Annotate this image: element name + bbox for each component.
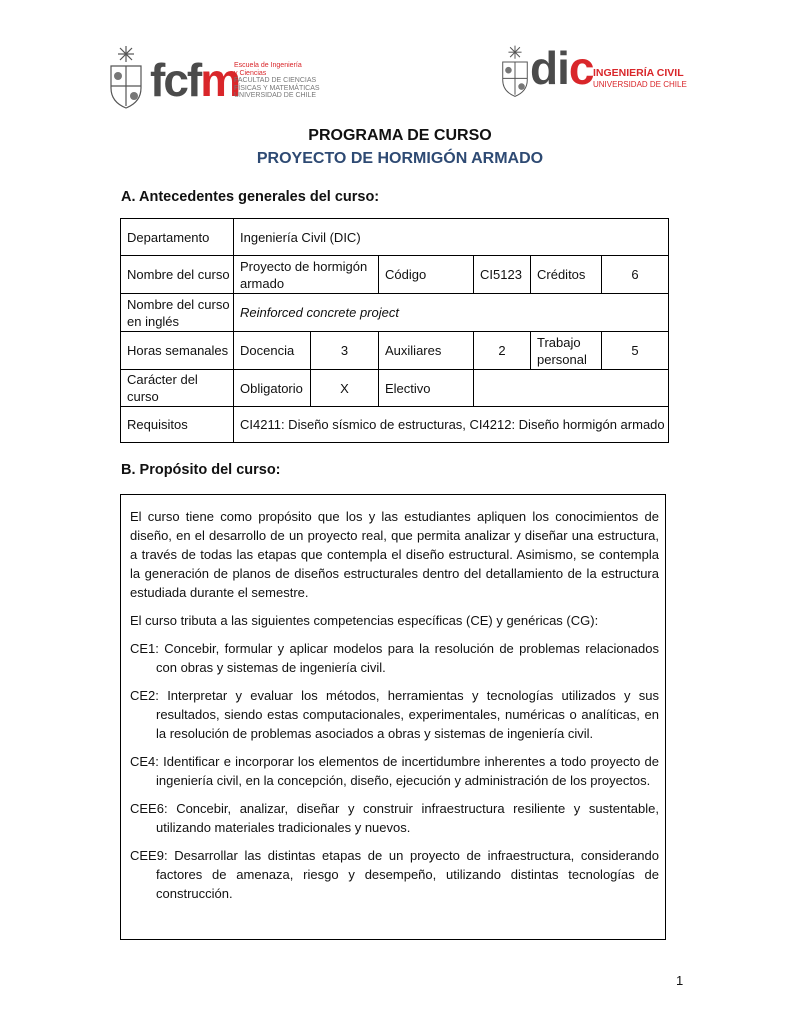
university-crest-icon xyxy=(108,44,144,110)
competencia-item: CE1: Concebir, formular y aplicar modelos para la resolución de problemas relacionados con obras y sistemas de ingeniería civil. xyxy=(130,641,659,675)
purpose-tributa: El curso tributa a las siguientes competencias específicas (CE) y genéricas (CG): xyxy=(130,613,599,628)
competencia-item: CEE9: Desarrollar las distintas etapas de un proyecto de infraestructura, considerando factores de amenaza, riesgo y desempeño, utilizando distintas tecnologías de construcción. xyxy=(130,848,659,901)
table-row xyxy=(121,219,669,256)
caracter-label: Carácter del curso xyxy=(121,370,234,407)
dic-subtitle-1: INGENIERÍA CIVIL xyxy=(593,67,684,79)
nombre-ingles-value: Reinforced concrete project xyxy=(234,294,669,332)
departamento-label: Departamento xyxy=(121,219,234,256)
page-number: 1 xyxy=(676,973,684,988)
fcfm-wordmark: fcfm xyxy=(150,54,240,106)
purpose-box xyxy=(120,494,666,940)
nombre-label: Nombre del curso xyxy=(121,256,234,294)
course-title: PROYECTO DE HORMIGÓN ARMADO xyxy=(256,150,544,167)
auxiliares-value: 2 xyxy=(474,332,531,370)
university-crest-icon xyxy=(500,44,530,98)
fcfm-subtitle: Escuela de Ingeniería y Ciencias FACULTAD DE CIENCIAS FÍSICAS Y MATEMÁTICAS UNIVERSIDAD DE CHILE xyxy=(234,62,320,99)
course-info-table xyxy=(120,218,669,443)
electivo-label: Electivo xyxy=(379,370,474,407)
purpose-intro: El curso tiene como propósito que los y las estudiantes apliquen los conocimientos de diseño, en el desarrollo de un proyecto real, que permita analizar y diseñar una estructura, a través de todas las etapas que contempla el diseño estructural. Asimismo, se contempla la generación de planos de diseños estructurales dentro del detallamiento de la estructura estudiada durante el semestre. xyxy=(130,509,659,600)
table-row xyxy=(121,370,669,407)
section-a-heading: A. Antecedentes generales del curso: xyxy=(121,189,380,205)
obligatorio-mark: X xyxy=(311,370,379,407)
page-title: PROGRAMA DE CURSO xyxy=(308,127,492,144)
creditos-label: Créditos xyxy=(531,256,602,294)
codigo-value: CI5123 xyxy=(474,256,531,294)
table-row xyxy=(121,294,669,332)
horas-label: Horas semanales xyxy=(121,332,234,370)
codigo-label: Código xyxy=(379,256,474,294)
dic-wordmark: dic xyxy=(530,42,594,94)
requisitos-label: Requisitos xyxy=(121,407,234,443)
competencia-item: CE4: Identificar e incorporar los elementos de incertidumbre inherentes a todo proyecto de ingeniería civil, en la concepción, diseño, ejecución y administración de los proyectos. xyxy=(130,754,659,788)
trabajo-label: Trabajo personal xyxy=(531,332,602,370)
table-row xyxy=(121,332,669,370)
nombre-value: Proyecto de hormigón armado xyxy=(234,256,379,294)
trabajo-value: 5 xyxy=(602,332,669,370)
competencia-item: CE2: Interpretar y evaluar los métodos, herramientas y tecnologías utilizados y sus resultados, siendo estas computacionales, experimentales, numéricas o analíticas, en la resolución de problemas asociados a obras y sistemas de ingeniería civil. xyxy=(130,688,659,741)
dic-subtitle-2: UNIVERSIDAD DE CHILE xyxy=(593,80,687,89)
nombre-ingles-label: Nombre del curso en inglés xyxy=(121,294,234,332)
table-row xyxy=(121,256,669,294)
competencia-item: CEE6: Concebir, analizar, diseñar y construir infraestructura resiliente y sustentable, utilizando materiales tradicionales y nuevos. xyxy=(130,801,659,835)
creditos-value: 6 xyxy=(602,256,669,294)
docencia-label: Docencia xyxy=(234,332,311,370)
fcfm-logo xyxy=(108,44,323,116)
dic-logo xyxy=(500,44,690,100)
requisitos-value: CI4211: Diseño sísmico de estructuras, CI4212: Diseño hormigón armado xyxy=(234,407,669,443)
auxiliares-label: Auxiliares xyxy=(379,332,474,370)
obligatorio-label: Obligatorio xyxy=(234,370,311,407)
departamento-value: Ingeniería Civil (DIC) xyxy=(234,219,669,256)
table-row xyxy=(121,407,669,443)
electivo-value xyxy=(474,370,669,407)
section-b-heading: B. Propósito del curso: xyxy=(121,462,281,478)
docencia-value: 3 xyxy=(311,332,379,370)
